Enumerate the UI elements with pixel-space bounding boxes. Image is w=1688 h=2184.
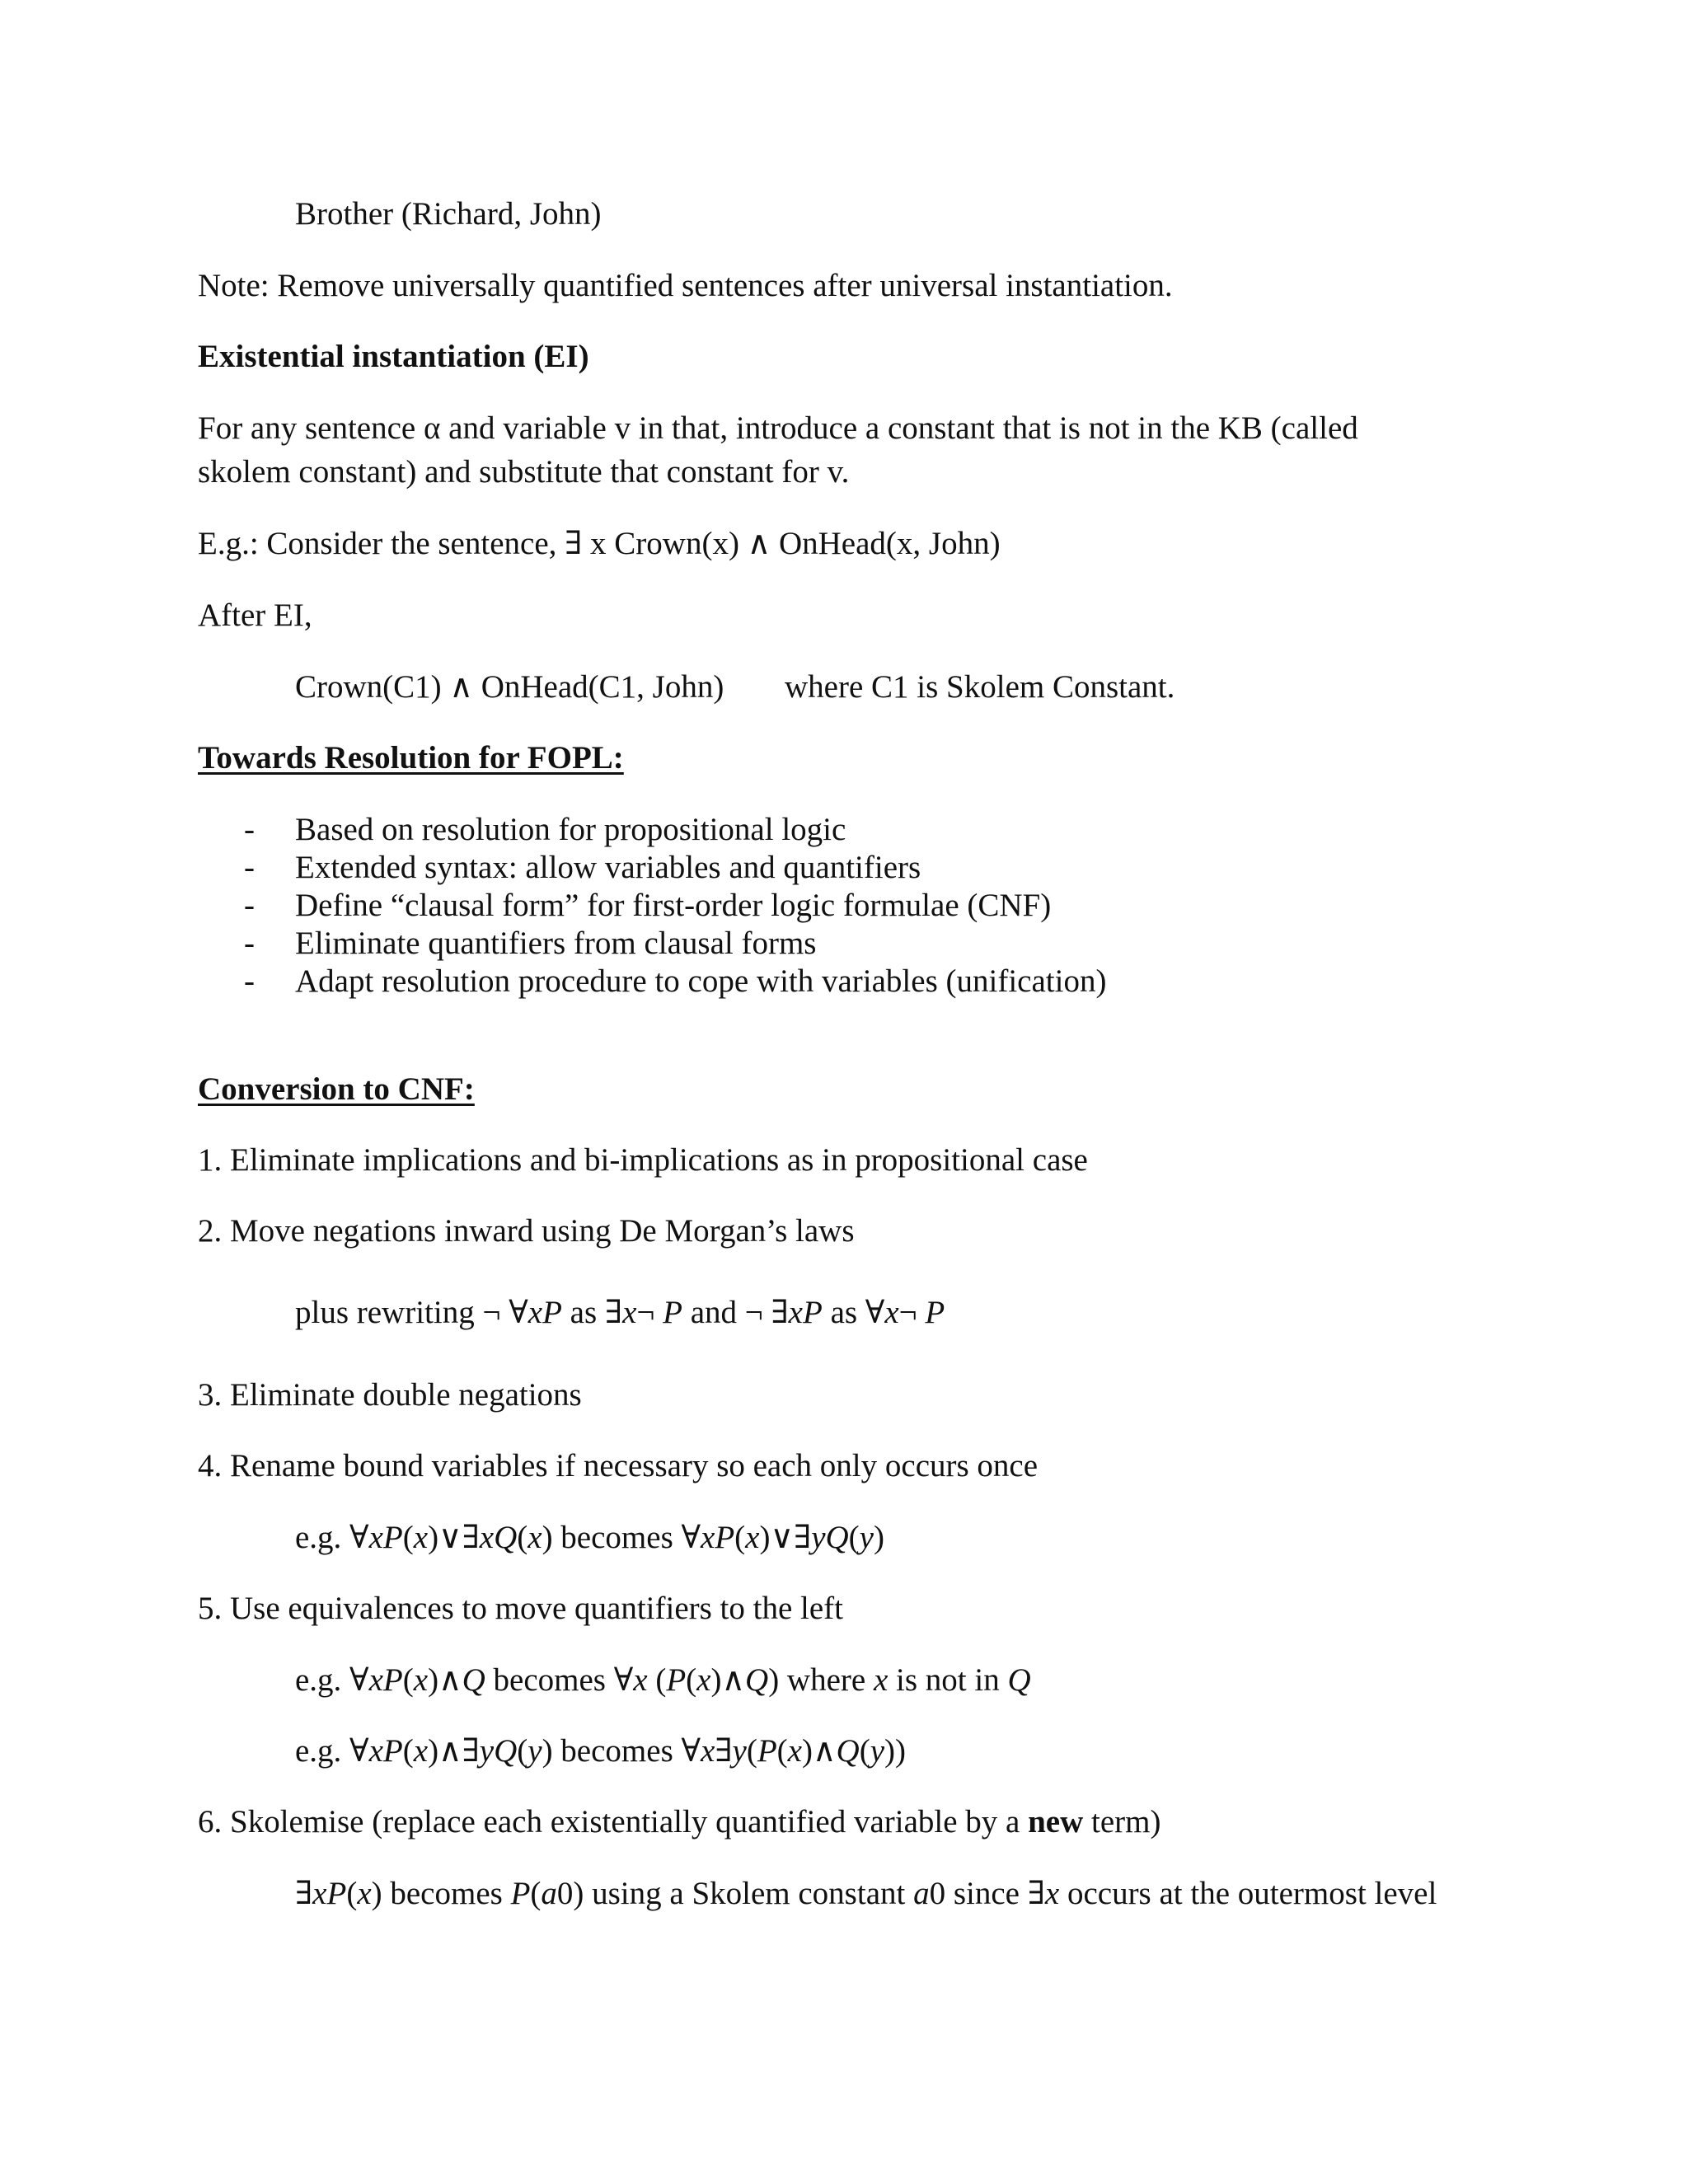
ei-result-formula: Crown(C1) ∧ OnHead(C1, John)	[295, 669, 724, 705]
list-item-text: Define “clausal form” for first-order logic formulae (CNF)	[295, 888, 1052, 923]
cnf-step-5-example-1: e.g. ∀xP(x)∧Q becomes ∀x (P(x)∧Q) where x is not in Q	[295, 1662, 1031, 1698]
list-item-text: Based on resolution for propositional logic	[295, 812, 846, 847]
bullet-dash: -	[244, 963, 255, 999]
cnf-step-4: 4. Rename bound variables if necessary so each only occurs once	[198, 1448, 1039, 1483]
ei-definition-line-1: For any sentence α and variable v in that, introduce a constant that is not in the KB (called	[198, 410, 1358, 446]
cnf-step-3: 3. Eliminate double negations	[198, 1377, 582, 1413]
bullet-dash: -	[244, 850, 255, 885]
cnf-step-2: 2. Move negations inward using De Morgan’s laws	[198, 1213, 855, 1249]
ei-example: E.g.: Consider the sentence, ∃ x Crown(x) ∧ OnHead(x, John)	[198, 526, 1001, 561]
cnf-step-6-example: ∃xP(x) becomes P(a0) using a Skolem constant a0 since ∃x occurs at the outermost level	[295, 1876, 1437, 1911]
brother-fact: Brother (Richard, John)	[295, 196, 602, 232]
cnf-step-5: 5. Use equivalences to move quantifiers to the left	[198, 1591, 844, 1626]
towards-resolution-heading: Towards Resolution for FOPL:	[198, 740, 624, 776]
ei-result-note: where C1 is Skolem Constant.	[785, 669, 1175, 705]
cnf-step-1: 1. Eliminate implications and bi-implications as in propositional case	[198, 1142, 1088, 1178]
bullet-dash: -	[244, 888, 255, 923]
cnf-step-2-rewrite: plus rewriting ¬ ∀xP as ∃x¬ P and ¬ ∃xP as ∀x¬ P	[295, 1295, 945, 1330]
cnf-step-5-example-2: e.g. ∀xP(x)∧∃yQ(y) becomes ∀x∃y(P(x)∧Q(y))	[295, 1733, 906, 1769]
bullet-dash: -	[244, 926, 255, 961]
cnf-step-4-example: e.g. ∀xP(x)∨∃xQ(x) becomes ∀xP(x)∨∃yQ(y)	[295, 1520, 884, 1555]
list-item-text: Adapt resolution procedure to cope with variables (unification)	[295, 963, 1107, 999]
note-line: Note: Remove universally quantified sentences after universal instantiation.	[198, 268, 1173, 303]
ei-definition-line-2: skolem constant) and substitute that constant for v.	[198, 454, 850, 490]
list-item-text: Eliminate quantifiers from clausal forms	[295, 926, 817, 961]
ei-heading: Existential instantiation (EI)	[198, 339, 589, 374]
list-item-text: Extended syntax: allow variables and quantifiers	[295, 850, 921, 885]
conversion-cnf-heading: Conversion to CNF:	[198, 1071, 475, 1107]
after-ei-label: After EI,	[198, 598, 312, 633]
cnf-step-6: 6. Skolemise (replace each existentially quantified variable by a new term)	[198, 1804, 1161, 1840]
bullet-dash: -	[244, 812, 255, 847]
